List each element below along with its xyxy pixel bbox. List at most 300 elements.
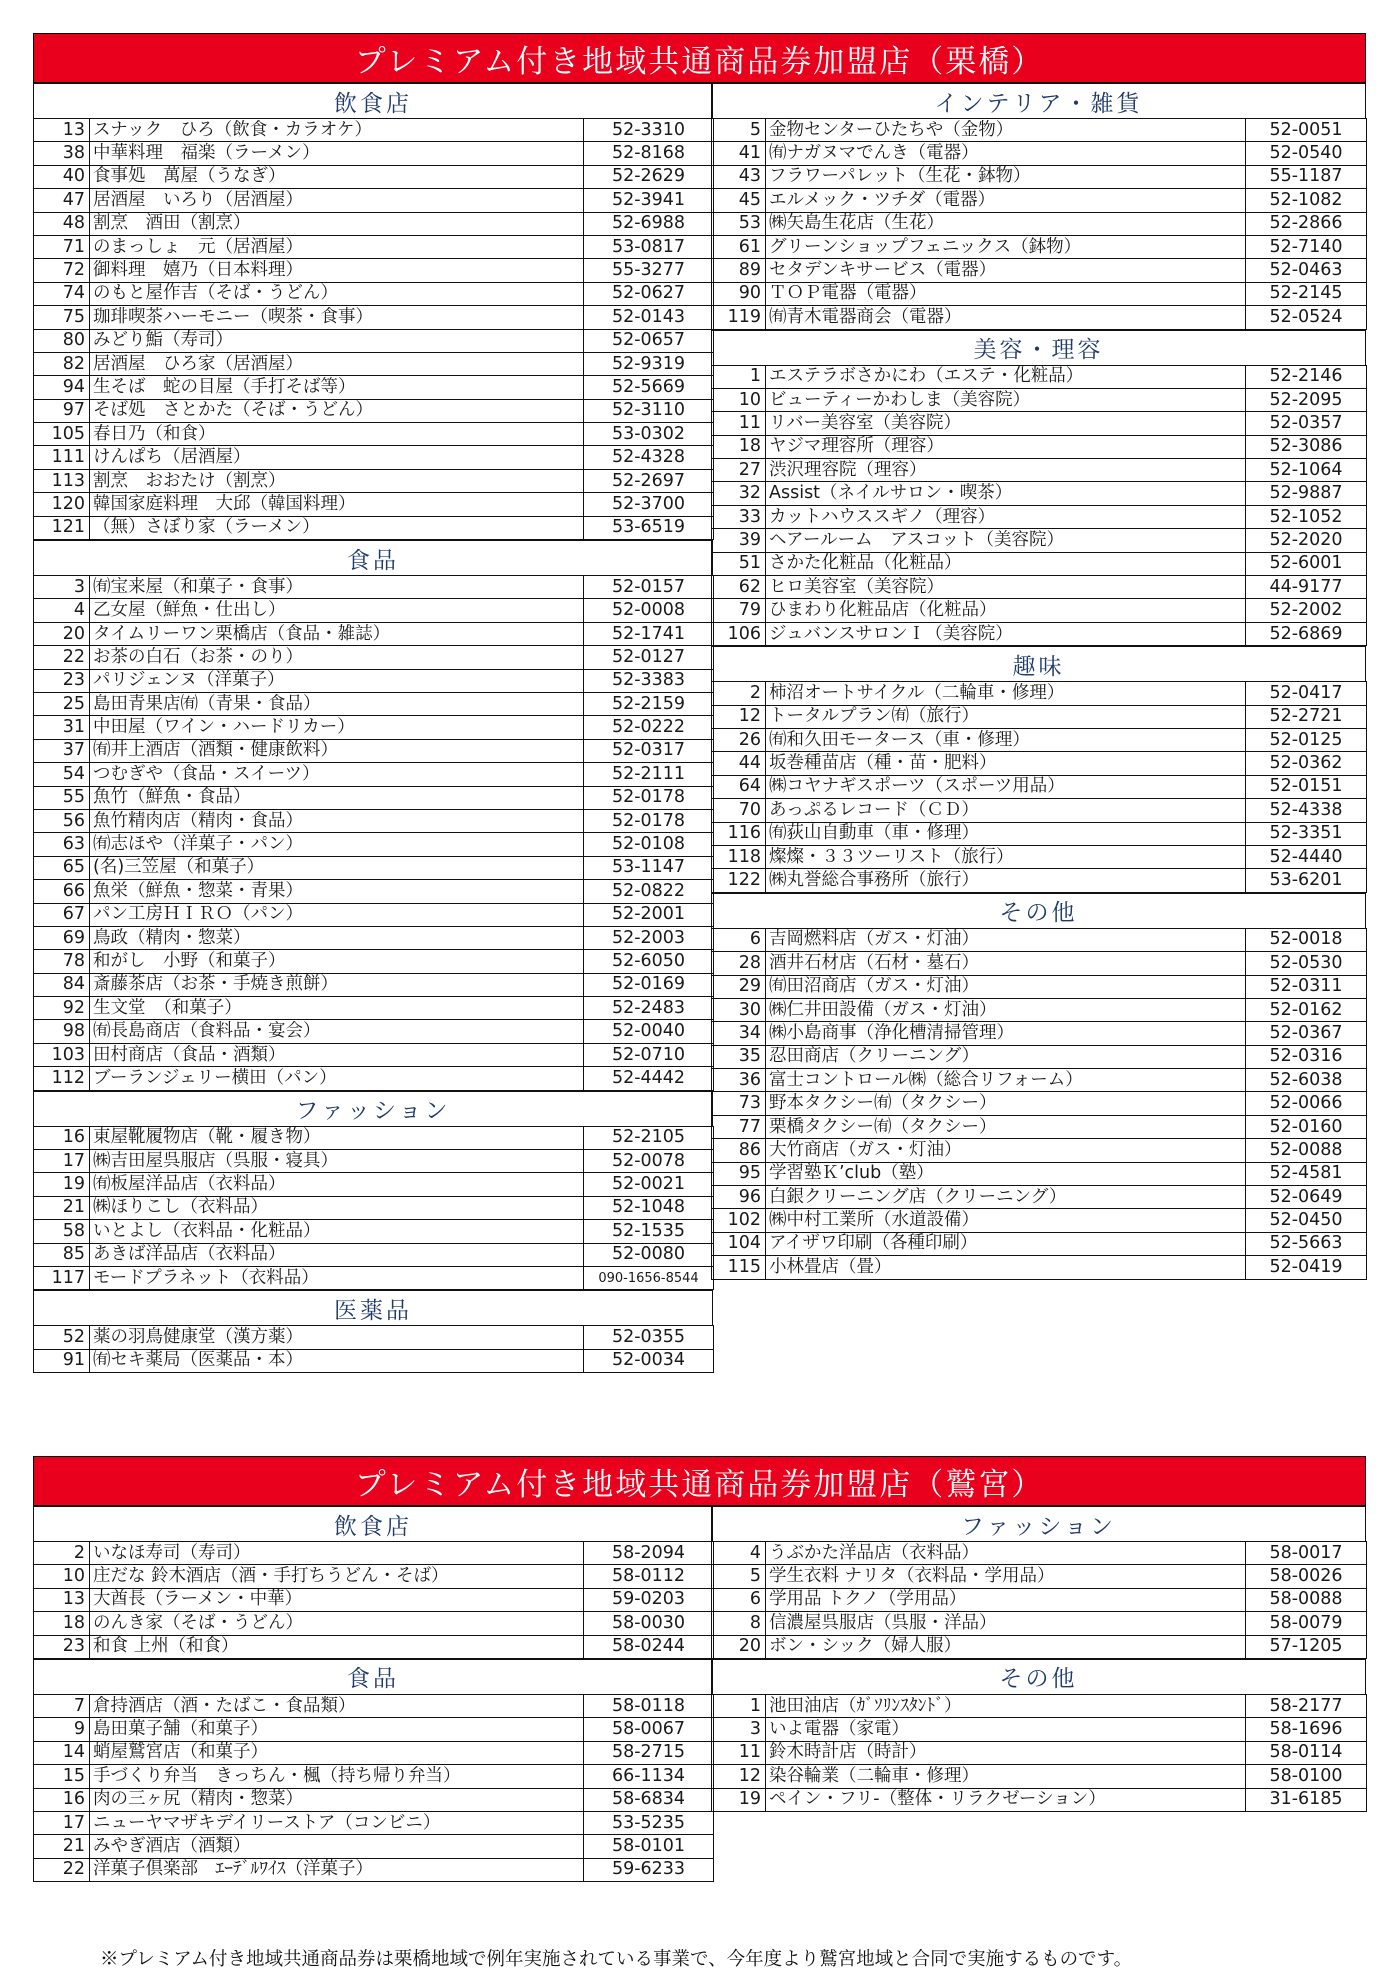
shop-row <box>34 329 714 352</box>
shop-number: 12 <box>712 705 766 728</box>
shop-row <box>712 682 1367 705</box>
shop-number: 92 <box>34 997 90 1020</box>
shop-phone: 55-1187 <box>1246 165 1367 188</box>
shop-row <box>34 306 714 329</box>
shop-row <box>712 1765 1367 1788</box>
shop-number: 14 <box>34 1741 90 1764</box>
shop-name: 食事処 萬屋（うなぎ） <box>90 165 584 188</box>
shop-number: 37 <box>34 739 90 762</box>
shop-phone: 52-2111 <box>584 763 714 786</box>
shop-row <box>34 516 714 539</box>
shop-phone: 53-0817 <box>584 235 714 258</box>
shop-phone: 58-0244 <box>584 1635 714 1658</box>
shop-name: さかた化粧品（化粧品） <box>766 552 1246 575</box>
shop-number: 70 <box>712 799 766 822</box>
shop-name: ㈲志ほや（洋菓子・パン） <box>90 833 584 856</box>
shop-phone: 58-0088 <box>1246 1588 1367 1611</box>
shop-row <box>34 259 714 282</box>
category-header: 趣味 <box>711 646 1366 681</box>
shop-name: 渋沢理容院（理容） <box>766 459 1246 482</box>
shop-phone: 31-6185 <box>1246 1788 1367 1811</box>
shop-row <box>34 376 714 399</box>
shop-phone: 52-0034 <box>584 1349 714 1372</box>
kurihashi-left-column <box>33 83 713 1373</box>
shop-row <box>34 1835 714 1858</box>
category-header: 食品 <box>33 1659 713 1694</box>
shop-table <box>33 575 714 1091</box>
shop-phone: 58-1696 <box>1246 1718 1367 1741</box>
shop-table <box>711 1541 1367 1659</box>
shop-phone: 52-0051 <box>1246 119 1367 142</box>
shop-number: 75 <box>34 306 90 329</box>
shop-phone: 52-1064 <box>1246 459 1367 482</box>
shop-name: 鈴木時計店（時計） <box>766 1741 1246 1764</box>
shop-name: ㈲宝来屋（和菓子・食事） <box>90 576 584 599</box>
shop-number: 29 <box>712 975 766 998</box>
shop-phone: 52-1048 <box>584 1196 714 1219</box>
shop-phone: 52-0311 <box>1246 975 1367 998</box>
shop-phone: 52-0419 <box>1246 1256 1367 1279</box>
shop-row <box>34 599 714 622</box>
shop-phone: 52-0151 <box>1246 775 1367 798</box>
shop-name: 島田青果店㈲（青果・食品） <box>90 692 584 715</box>
shop-number: 44 <box>712 752 766 775</box>
shop-number: 15 <box>34 1765 90 1788</box>
shop-name: カットハウススギノ（理容） <box>766 505 1246 528</box>
shop-row <box>712 752 1367 775</box>
shop-phone: 52-3383 <box>584 669 714 692</box>
shop-table <box>711 928 1367 1280</box>
shop-row <box>712 1741 1367 1764</box>
shop-row <box>712 822 1367 845</box>
shop-row <box>712 799 1367 822</box>
shop-name: のまっしょ 元（居酒屋） <box>90 235 584 258</box>
shop-name: うぶかた洋品店（衣料品） <box>766 1542 1246 1565</box>
shop-number: 25 <box>34 692 90 715</box>
category-header: その他 <box>711 893 1366 928</box>
shop-number: 12 <box>712 1765 766 1788</box>
shop-row <box>34 1612 714 1635</box>
shop-row <box>712 1069 1367 1092</box>
shop-row <box>712 952 1367 975</box>
shop-number: 56 <box>34 809 90 832</box>
shop-number: 20 <box>34 622 90 645</box>
shop-name: 薬の羽鳥健康堂（漢方薬） <box>90 1326 584 1349</box>
shop-name: 居酒屋 いろり（居酒屋） <box>90 189 584 212</box>
shop-phone: 52-2159 <box>584 692 714 715</box>
shop-table <box>33 1541 714 1659</box>
shop-number: 115 <box>712 1256 766 1279</box>
shop-row <box>712 1115 1367 1138</box>
shop-name: あっぷるレコード（ＣＤ） <box>766 799 1246 822</box>
shop-phone: 52-8168 <box>584 142 714 165</box>
shop-row <box>712 212 1367 235</box>
shop-row <box>712 282 1367 305</box>
shop-phone: 52-6988 <box>584 212 714 235</box>
shop-name: 倉持酒店（酒・たばこ・食品類） <box>90 1694 584 1717</box>
shop-number: 80 <box>34 329 90 352</box>
shop-phone: 52-3941 <box>584 189 714 212</box>
shop-name: そば処 さとかた（そば・うどん） <box>90 399 584 422</box>
shop-number: 77 <box>712 1115 766 1138</box>
shop-name: 坂巻種苗店（種・苗・肥料） <box>766 752 1246 775</box>
shop-row <box>712 505 1367 528</box>
shop-number: 122 <box>712 869 766 892</box>
shop-name: エルメック・ツチダ（電器） <box>766 189 1246 212</box>
shop-name: 大酋長（ラーメン・中華） <box>90 1588 584 1611</box>
shop-phone: 52-0178 <box>584 786 714 809</box>
shop-name: ㈲和久田モータース（車・修理） <box>766 728 1246 751</box>
shop-name: ヒロ美容室（美容院） <box>766 576 1246 599</box>
shop-phone: 52-1741 <box>584 622 714 645</box>
shop-row <box>34 165 714 188</box>
shop-name: ひまわり化粧品店（化粧品） <box>766 599 1246 622</box>
shop-row <box>712 1139 1367 1162</box>
shop-row <box>712 1092 1367 1115</box>
shop-name: ㈲田沼商店（ガス・灯油） <box>766 975 1246 998</box>
shop-phone: 52-3086 <box>1246 435 1367 458</box>
shop-name: 白銀クリーニング店（クリーニング） <box>766 1186 1246 1209</box>
shop-row <box>34 622 714 645</box>
shop-number: 71 <box>34 235 90 258</box>
shop-phone: 52-0108 <box>584 833 714 856</box>
shop-number: 55 <box>34 786 90 809</box>
shop-name: 庄だな 鈴木酒店（酒・手打ちうどん・そば） <box>90 1565 584 1588</box>
shop-name: 珈琲喫茶ハーモニー（喫茶・食事） <box>90 306 584 329</box>
shop-name: ㈱吉田屋呉服店（呉服・寝具） <box>90 1150 584 1173</box>
shop-phone: 58-0079 <box>1246 1612 1367 1635</box>
shop-name: 韓国家庭料理 大邱（韓国料理） <box>90 493 584 516</box>
shop-number: 112 <box>34 1067 90 1090</box>
shop-number: 17 <box>34 1811 90 1834</box>
shop-number: 89 <box>712 259 766 282</box>
shop-phone: 52-2145 <box>1246 282 1367 305</box>
shop-number: 35 <box>712 1045 766 1068</box>
shop-number: 40 <box>34 165 90 188</box>
shop-phone: 52-5669 <box>584 376 714 399</box>
shop-row <box>34 786 714 809</box>
shop-phone: 58-0101 <box>584 1835 714 1858</box>
shop-name: エステラボさかにわ（エステ・化粧品） <box>766 365 1246 388</box>
shop-row <box>34 1173 714 1196</box>
shop-number: 17 <box>34 1150 90 1173</box>
shop-number: 43 <box>712 165 766 188</box>
shop-number: 27 <box>712 459 766 482</box>
shop-name: のもと屋作吉（そば・うどん） <box>90 282 584 305</box>
shop-number: 58 <box>34 1220 90 1243</box>
shop-row <box>34 1765 714 1788</box>
shop-number: 78 <box>34 950 90 973</box>
shop-row <box>712 259 1367 282</box>
shop-phone: 52-0540 <box>1246 142 1367 165</box>
shop-number: 113 <box>34 469 90 492</box>
shop-number: 119 <box>712 306 766 329</box>
shop-row <box>712 1256 1367 1279</box>
shop-phone: 52-2001 <box>584 903 714 926</box>
kurihashi-section <box>33 33 1366 1373</box>
shop-row <box>712 1565 1367 1588</box>
shop-row <box>34 1588 714 1611</box>
shop-name: 居酒屋 ひろ家（居酒屋） <box>90 352 584 375</box>
shop-row <box>712 845 1367 868</box>
shop-row <box>34 997 714 1020</box>
shop-row <box>34 1266 714 1289</box>
shop-name: ㈲荻山自動車（車・修理） <box>766 822 1246 845</box>
shop-phone: 52-0627 <box>584 282 714 305</box>
shop-name: ジュバンスサロンＩ（美容院） <box>766 622 1246 645</box>
shop-name: (名)三笠屋（和菓子） <box>90 856 584 879</box>
shop-name: 割烹 おおたけ（割烹） <box>90 469 584 492</box>
shop-row <box>34 212 714 235</box>
shop-phone: 58-0067 <box>584 1718 714 1741</box>
shop-number: 30 <box>712 998 766 1021</box>
shop-number: 66 <box>34 880 90 903</box>
shop-row <box>34 1635 714 1658</box>
shop-phone: 52-2697 <box>584 469 714 492</box>
shop-phone: 52-0362 <box>1246 752 1367 775</box>
category-header: 飲食店 <box>33 83 713 118</box>
shop-phone: 53-5235 <box>584 1811 714 1834</box>
shop-number: 18 <box>34 1612 90 1635</box>
shop-number: 111 <box>34 446 90 469</box>
shop-number: 3 <box>34 576 90 599</box>
shop-phone: 52-0317 <box>584 739 714 762</box>
shop-name: 柿沼オートサイクル（二輪車・修理） <box>766 682 1246 705</box>
shop-row <box>34 1220 714 1243</box>
shop-number: 5 <box>712 119 766 142</box>
shop-row <box>712 388 1367 411</box>
shop-number: 6 <box>712 1588 766 1611</box>
shop-phone: 58-0030 <box>584 1612 714 1635</box>
shop-row <box>34 1067 714 1090</box>
shop-name: グリーンショップフェニックス（鉢物） <box>766 235 1246 258</box>
shop-phone: 58-2177 <box>1246 1694 1367 1717</box>
shop-name: 生文堂 （和菓子） <box>90 997 584 1020</box>
shop-name: 生そば 蛇の目屋（手打そば等） <box>90 376 584 399</box>
shop-row <box>712 975 1367 998</box>
shop-number: 13 <box>34 1588 90 1611</box>
shop-phone: 58-0114 <box>1246 1741 1367 1764</box>
shop-name: みどり鮨（寿司） <box>90 329 584 352</box>
shop-number: 73 <box>712 1092 766 1115</box>
shop-phone: 52-5663 <box>1246 1232 1367 1255</box>
category-header: 医薬品 <box>33 1290 713 1325</box>
shop-number: 45 <box>712 189 766 212</box>
shop-name: タイムリーワン栗橋店（食品・雑誌） <box>90 622 584 645</box>
shop-phone: 52-3310 <box>584 119 714 142</box>
shop-name: 富士コントロール㈱（総合リフォーム） <box>766 1069 1246 1092</box>
shop-table <box>711 118 1367 330</box>
shop-row <box>34 646 714 669</box>
shop-row <box>712 306 1367 329</box>
shop-phone: 52-0417 <box>1246 682 1367 705</box>
shop-number: 26 <box>712 728 766 751</box>
shop-number: 1 <box>712 365 766 388</box>
shop-row <box>712 235 1367 258</box>
shop-number: 19 <box>34 1173 90 1196</box>
shop-row <box>34 1811 714 1834</box>
shop-number: 74 <box>34 282 90 305</box>
shop-phone: 52-2020 <box>1246 529 1367 552</box>
shop-number: 32 <box>712 482 766 505</box>
shop-name: 洋菓子倶楽部 ｴｰﾃﾞﾙﾜｲｽ（洋菓子） <box>90 1858 584 1881</box>
shop-number: 36 <box>712 1069 766 1092</box>
shop-name: アイザワ印刷（各種印刷） <box>766 1232 1246 1255</box>
shop-row <box>34 576 714 599</box>
shop-number: 72 <box>34 259 90 282</box>
shop-phone: 52-3351 <box>1246 822 1367 845</box>
shop-number: 91 <box>34 1349 90 1372</box>
shop-name: あきば洋品店（衣料品） <box>90 1243 584 1266</box>
shop-number: 53 <box>712 212 766 235</box>
shop-number: 16 <box>34 1126 90 1149</box>
shop-number: 39 <box>712 529 766 552</box>
shop-row <box>34 399 714 422</box>
shop-number: 20 <box>712 1635 766 1658</box>
shop-number: 98 <box>34 1020 90 1043</box>
shop-phone: 52-2629 <box>584 165 714 188</box>
shop-row <box>34 692 714 715</box>
shop-name: 島田菓子舗（和菓子） <box>90 1718 584 1741</box>
shop-row <box>34 352 714 375</box>
shop-number: 103 <box>34 1043 90 1066</box>
shop-name: 肉の三ヶ尻（精肉・惣菜） <box>90 1788 584 1811</box>
shop-row <box>712 622 1367 645</box>
shop-phone: 52-0127 <box>584 646 714 669</box>
shop-phone: 52-4440 <box>1246 845 1367 868</box>
shop-phone: 52-0178 <box>584 809 714 832</box>
shop-row <box>34 119 714 142</box>
footnote: ※プレミアム付き地域共通商品券は栗橋地域で例年実施されている事業で、今年度より鷲宮地域と合同で実施するものです。 <box>100 1949 1133 1970</box>
shop-number: 106 <box>712 622 766 645</box>
shop-row <box>34 282 714 305</box>
shop-row <box>34 973 714 996</box>
shop-row <box>34 446 714 469</box>
shop-name: パリジェンヌ（洋菓子） <box>90 669 584 692</box>
shop-number: 23 <box>34 669 90 692</box>
category-header: インテリア・雑貨 <box>711 83 1366 118</box>
shop-phone: 52-0710 <box>584 1043 714 1066</box>
shop-name: 忍田商店（クリーニング） <box>766 1045 1246 1068</box>
shop-number: 97 <box>34 399 90 422</box>
shop-phone: 52-0169 <box>584 973 714 996</box>
shop-name: 魚栄（鮮魚・惣菜・青果） <box>90 880 584 903</box>
category-header: ファッション <box>711 1506 1366 1541</box>
shop-number: 52 <box>34 1326 90 1349</box>
shop-phone: 52-0157 <box>584 576 714 599</box>
shop-row <box>712 576 1367 599</box>
shop-phone: 52-2002 <box>1246 599 1367 622</box>
shop-row <box>712 705 1367 728</box>
washimiya-section <box>33 1456 1366 1882</box>
shop-name: 蛸屋鷲宮店（和菓子） <box>90 1741 584 1764</box>
shop-phone: 52-9319 <box>584 352 714 375</box>
shop-name: 学用品 トクノ（学用品） <box>766 1588 1246 1611</box>
shop-row <box>712 1232 1367 1255</box>
shop-number: 9 <box>34 1718 90 1741</box>
washimiya-title: プレミアム付き地域共通商品券加盟店（鷲宮） <box>33 1456 1366 1506</box>
shop-phone: 52-2105 <box>584 1126 714 1149</box>
shop-phone: 52-0222 <box>584 716 714 739</box>
shop-row <box>34 1196 714 1219</box>
shop-number: 7 <box>34 1694 90 1717</box>
shop-row <box>34 856 714 879</box>
shop-phone: 52-0066 <box>1246 1092 1367 1115</box>
shop-row <box>712 1718 1367 1741</box>
shop-number: 94 <box>34 376 90 399</box>
shop-name: 中華料理 福楽（ラーメン） <box>90 142 584 165</box>
shop-row <box>34 1565 714 1588</box>
shop-number: 18 <box>712 435 766 458</box>
shop-name: 手づくり弁当 きっちん・楓（持ち帰り弁当） <box>90 1765 584 1788</box>
shop-phone: 52-2721 <box>1246 705 1367 728</box>
shop-number: 21 <box>34 1835 90 1858</box>
shop-row <box>34 1741 714 1764</box>
shop-row <box>712 1788 1367 1811</box>
shop-phone: 58-0112 <box>584 1565 714 1588</box>
shop-phone: 52-0143 <box>584 306 714 329</box>
shop-name: いなほ寿司（寿司） <box>90 1542 584 1565</box>
shop-name: 大竹商店（ガス・灯油） <box>766 1139 1246 1162</box>
shop-number: 117 <box>34 1266 90 1289</box>
shop-row <box>712 1162 1367 1185</box>
shop-row <box>712 189 1367 212</box>
shop-row <box>34 1020 714 1043</box>
shop-phone: 52-0657 <box>584 329 714 352</box>
category-header: 美容・理容 <box>711 330 1366 365</box>
shop-phone: 52-0316 <box>1246 1045 1367 1068</box>
shop-number: 65 <box>34 856 90 879</box>
shop-number: 86 <box>712 1139 766 1162</box>
shop-name: フラワーパレット（生花・鉢物） <box>766 165 1246 188</box>
shop-number: 47 <box>34 189 90 212</box>
shop-name: 池田油店（ｶﾞｿﾘﾝｽﾀﾝﾄﾞ） <box>766 1694 1246 1717</box>
shop-name: スナック ひろ（飲食・カラオケ） <box>90 119 584 142</box>
shop-phone: 52-6038 <box>1246 1069 1367 1092</box>
shop-phone: 52-0040 <box>584 1020 714 1043</box>
shop-name: ㈲井上酒店（酒類・健康飲料） <box>90 739 584 762</box>
shop-name: ㈲長島商店（食料品・宴会） <box>90 1020 584 1043</box>
shop-phone: 52-2866 <box>1246 212 1367 235</box>
shop-phone: 52-1535 <box>584 1220 714 1243</box>
shop-number: 51 <box>712 552 766 575</box>
shop-name: ㈱仁井田設備（ガス・灯油） <box>766 998 1246 1021</box>
shop-name: セタデンキサービス（電器） <box>766 259 1246 282</box>
shop-name: ㈱丸誉総合事務所（旅行） <box>766 869 1246 892</box>
shop-name: 割烹 酒田（割烹） <box>90 212 584 235</box>
shop-phone: 52-2095 <box>1246 388 1367 411</box>
shop-name: 魚竹精肉店（精肉・食品） <box>90 809 584 832</box>
shop-name: リバー美容室（美容院） <box>766 412 1246 435</box>
shop-number: 118 <box>712 845 766 868</box>
shop-number: 22 <box>34 646 90 669</box>
shop-name: 染谷輪業（二輪車・修理） <box>766 1765 1246 1788</box>
shop-phone: 52-4338 <box>1246 799 1367 822</box>
shop-phone: 52-0160 <box>1246 1115 1367 1138</box>
shop-row <box>712 728 1367 751</box>
shop-number: 11 <box>712 1741 766 1764</box>
shop-row <box>34 142 714 165</box>
shop-name: 和食 上州（和食） <box>90 1635 584 1658</box>
shop-name: ㈲セキ薬局（医薬品・本） <box>90 1349 584 1372</box>
shop-row <box>712 1045 1367 1068</box>
shop-number: 96 <box>712 1186 766 1209</box>
shop-phone: 090-1656-8544 <box>584 1266 714 1289</box>
shop-name: 学習塾Ｋ’club（塾） <box>766 1162 1246 1185</box>
shop-number: 69 <box>34 926 90 949</box>
shop-table <box>33 1325 714 1373</box>
shop-name: ペイン・フリ-（整体・リラクゼーション） <box>766 1788 1246 1811</box>
